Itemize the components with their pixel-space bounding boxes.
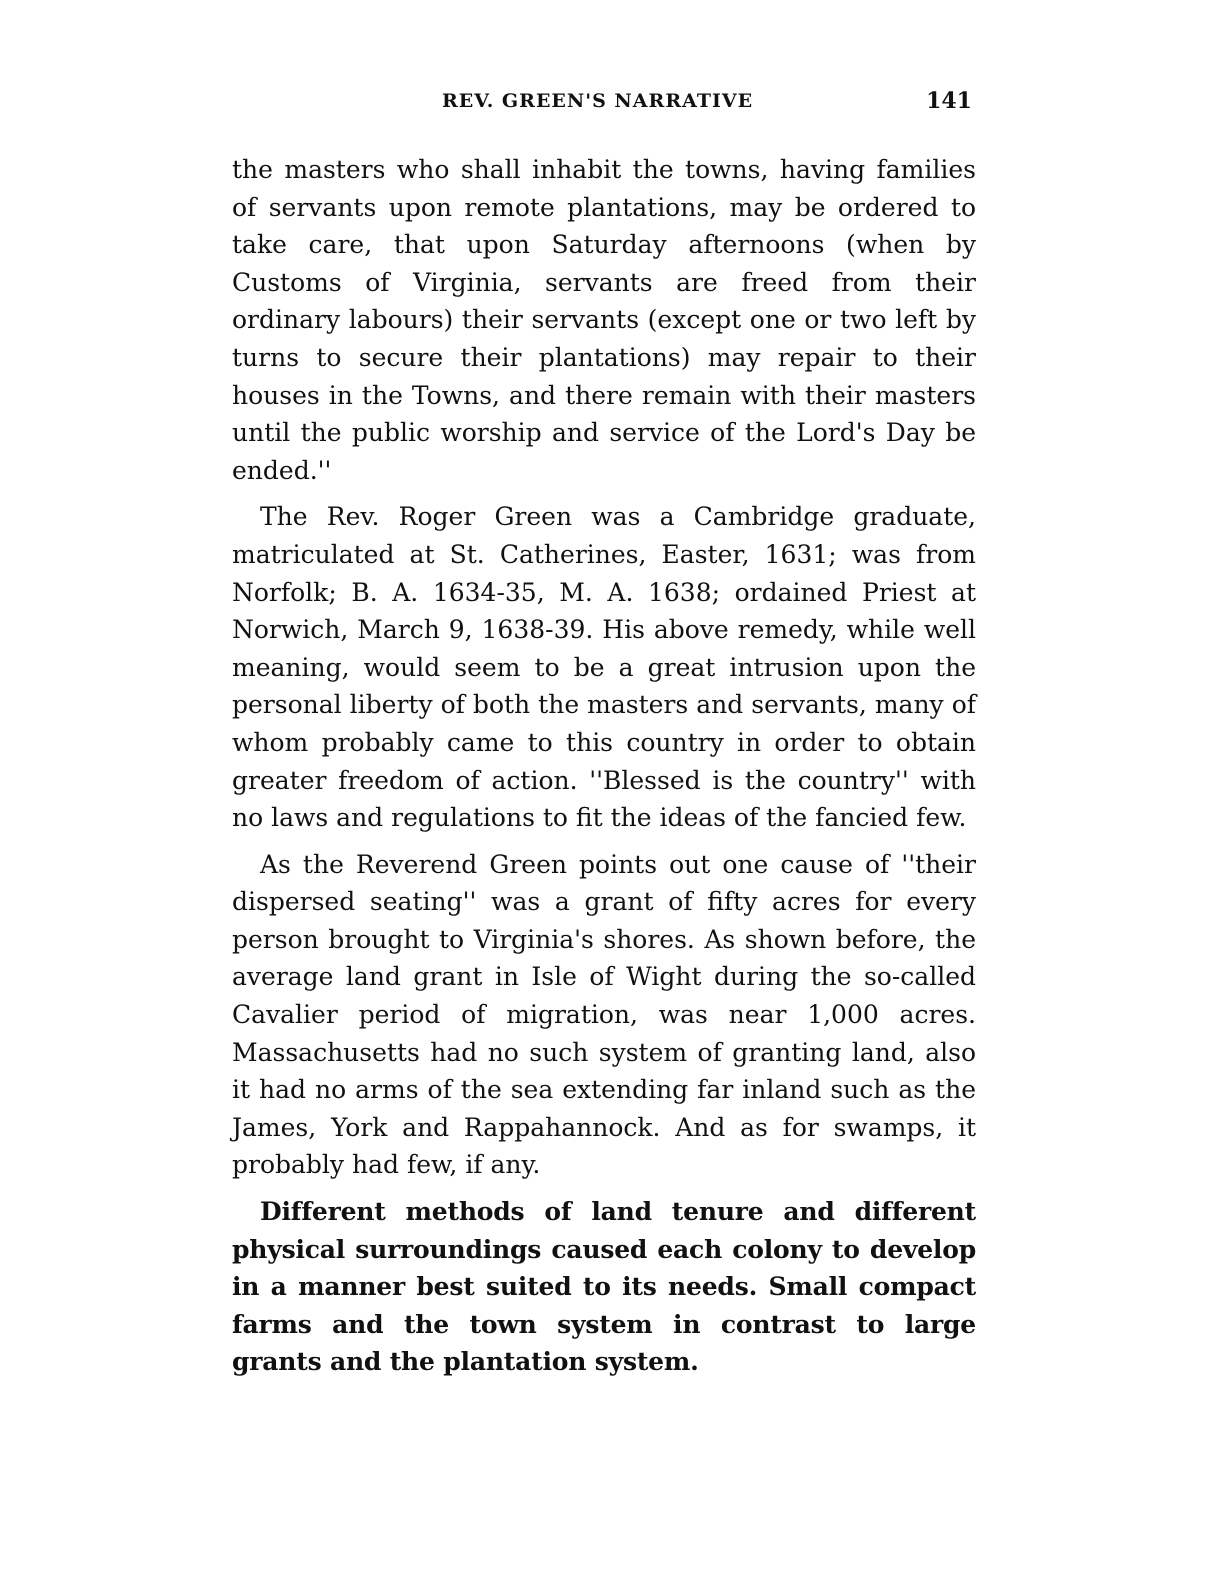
body-text	[232, 151, 976, 1390]
running-head	[232, 88, 976, 118]
paragraph-land-tenure: Different methods of land tenure and different physical surroundings caused each colony to develop in a manner best suited to its needs. Small compact farms and the town system in contrast to large grants and the plantation system.	[232, 1197, 976, 1377]
paragraph-continued: the masters who shall inhabit the towns, having families of servants upon remote plantations, may be ordered to take care, that upon Saturday afternoons (when by Customs of Virginia, servants are freed from their ordinary labours) their servants (except one or two left by turns to secure their plantations) may repair to their houses in the Towns, and there remain with their masters until the public worship and service of the Lord's Day be ended.''	[232, 155, 976, 485]
page-number: 141	[926, 88, 972, 114]
running-title: REV. GREEN'S NARRATIVE	[442, 90, 754, 112]
paragraph-roger-green: The Rev. Roger Green was a Cambridge graduate, matriculated at St. Catherines, Easter, 1631; was from Norfolk; B. A. 1634-35, M. A. 1638; ordained Priest at Norwich, March 9, 1638-39. His above remedy, while well meaning, would seem to be a great intrusion upon the personal liberty of both the masters and servants, many of whom probably came to this country in order to obtain greater freedom of action. ''Blessed is the country'' with no laws and regulations to fit the ideas of the fancied few.	[232, 502, 976, 833]
paragraph-dispersed-seating: As the Reverend Green points out one cause of ''their dispersed seating'' was a grant of fifty acres for every person brought to Virginia's shores. As shown before, the average land grant in Isle of Wight during the so-called Cavalier period of migration, was near 1,000 acres. Massachusetts had no such system of granting land, also it had no arms of the sea extending far inland such as the James, York and Rappahannock. And as for swamps, it probably had few, if any.	[232, 849, 976, 1180]
